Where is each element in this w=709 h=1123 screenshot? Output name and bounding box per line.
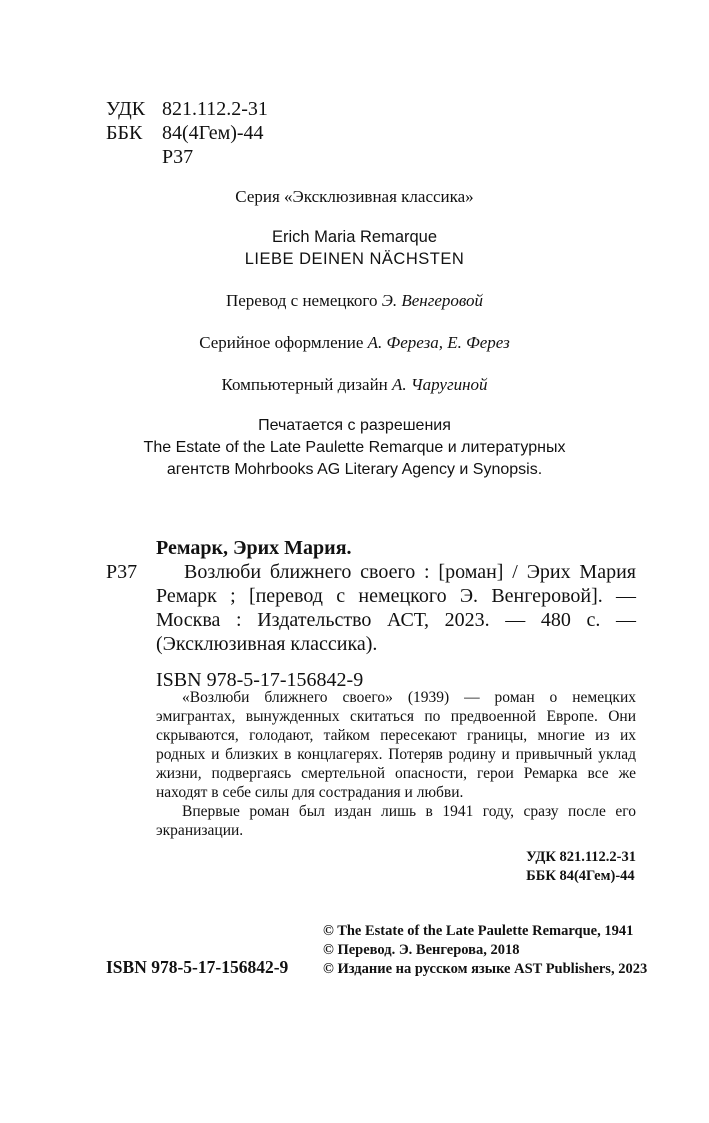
copyright-line: © Перевод. Э. Венгерова, 2018 <box>323 942 520 958</box>
annotation-codes <box>526 848 636 886</box>
original-author: Erich Maria Remarque <box>271 228 438 246</box>
bbk-label: ББК <box>106 122 143 144</box>
series-designers-name: А. Фереза, Е. Ферез <box>367 333 510 352</box>
annotation <box>156 688 636 840</box>
original-title: LIEBE DEINEN NÄCHSTEN <box>244 250 465 268</box>
author-mark: Р37 <box>162 146 194 168</box>
bbk-row <box>106 121 268 145</box>
udk-label: УДК <box>106 98 146 120</box>
classification-codes <box>106 97 268 169</box>
annotation-paragraph: «Возлюби ближнего своего» (1939) — роман о немецких эмигрантах, вынужденных скитаться по предвоенной Европе. Они скрываются, голодают, тайком пересекают границы, многие из их родных и близких в концлагерях. Потеряв родину и привычный уклад жизни, подвергаясь смертельной опасности, герои Ремарка все же находят в себе силы для сострадания и любви. <box>156 689 636 801</box>
copyright-block <box>323 922 647 979</box>
copyright-line: © The Estate of the Late Paulette Remarque, 1941 <box>323 923 634 939</box>
udk-row <box>106 97 268 121</box>
translator-name: Э. Венгеровой <box>381 291 484 310</box>
udk-value: 821.112.2-31 <box>162 98 268 120</box>
translation-label: Перевод с немецкого <box>225 291 378 310</box>
series-design-credit <box>0 332 709 354</box>
permission-line-3: агентств Mohrbooks AG Literary Agency и Synopsis. <box>166 461 543 478</box>
bibliographic-description: Возлюби ближнего своего : [роман] / Эрих Мария Ремарк ; [перевод с немецкого Э. Венгеровой]. — Москва : Издательство АСТ, 2023. — 480 с. — (Эксклюзивная классика). <box>156 561 636 655</box>
bibliographic-record <box>106 536 636 692</box>
permission-line-2: The Estate of the Late Paulette Remarque и литературных <box>143 439 566 456</box>
computer-design-credit <box>0 374 709 396</box>
bibliographic-isbn: ISBN 978-5-17-156842-9 <box>156 669 364 691</box>
translation-credit <box>0 290 709 312</box>
author-mark-row <box>106 145 268 169</box>
computer-designer-name: А. Чаругиной <box>392 375 488 394</box>
series-design-label: Серийное оформление <box>199 333 364 352</box>
bbk-value: 84(4Гем)-44 <box>162 122 264 144</box>
series-line: Серия «Эксклюзивная классика» <box>235 187 474 206</box>
computer-design-label: Компьютерный дизайн <box>221 375 388 394</box>
copyright-line: © Издание на русском языке AST Publishers, 2023 <box>323 961 648 977</box>
footer-isbn: ISBN 978-5-17-156842-9 <box>106 957 289 977</box>
permission-line-1: Печатается с разрешения <box>258 417 451 434</box>
bibliographic-code: Р37 <box>106 561 138 583</box>
annotation-paragraph: Впервые роман был издан лишь в 1941 году, сразу после его экранизации. <box>156 803 636 839</box>
annotation-udk: УДК 821.112.2-31 <box>526 849 636 865</box>
permission-block <box>0 415 709 481</box>
annotation-bbk: ББК 84(4Гем)-44 <box>526 868 635 884</box>
bibliographic-heading: Ремарк, Эрих Мария. <box>156 537 352 559</box>
